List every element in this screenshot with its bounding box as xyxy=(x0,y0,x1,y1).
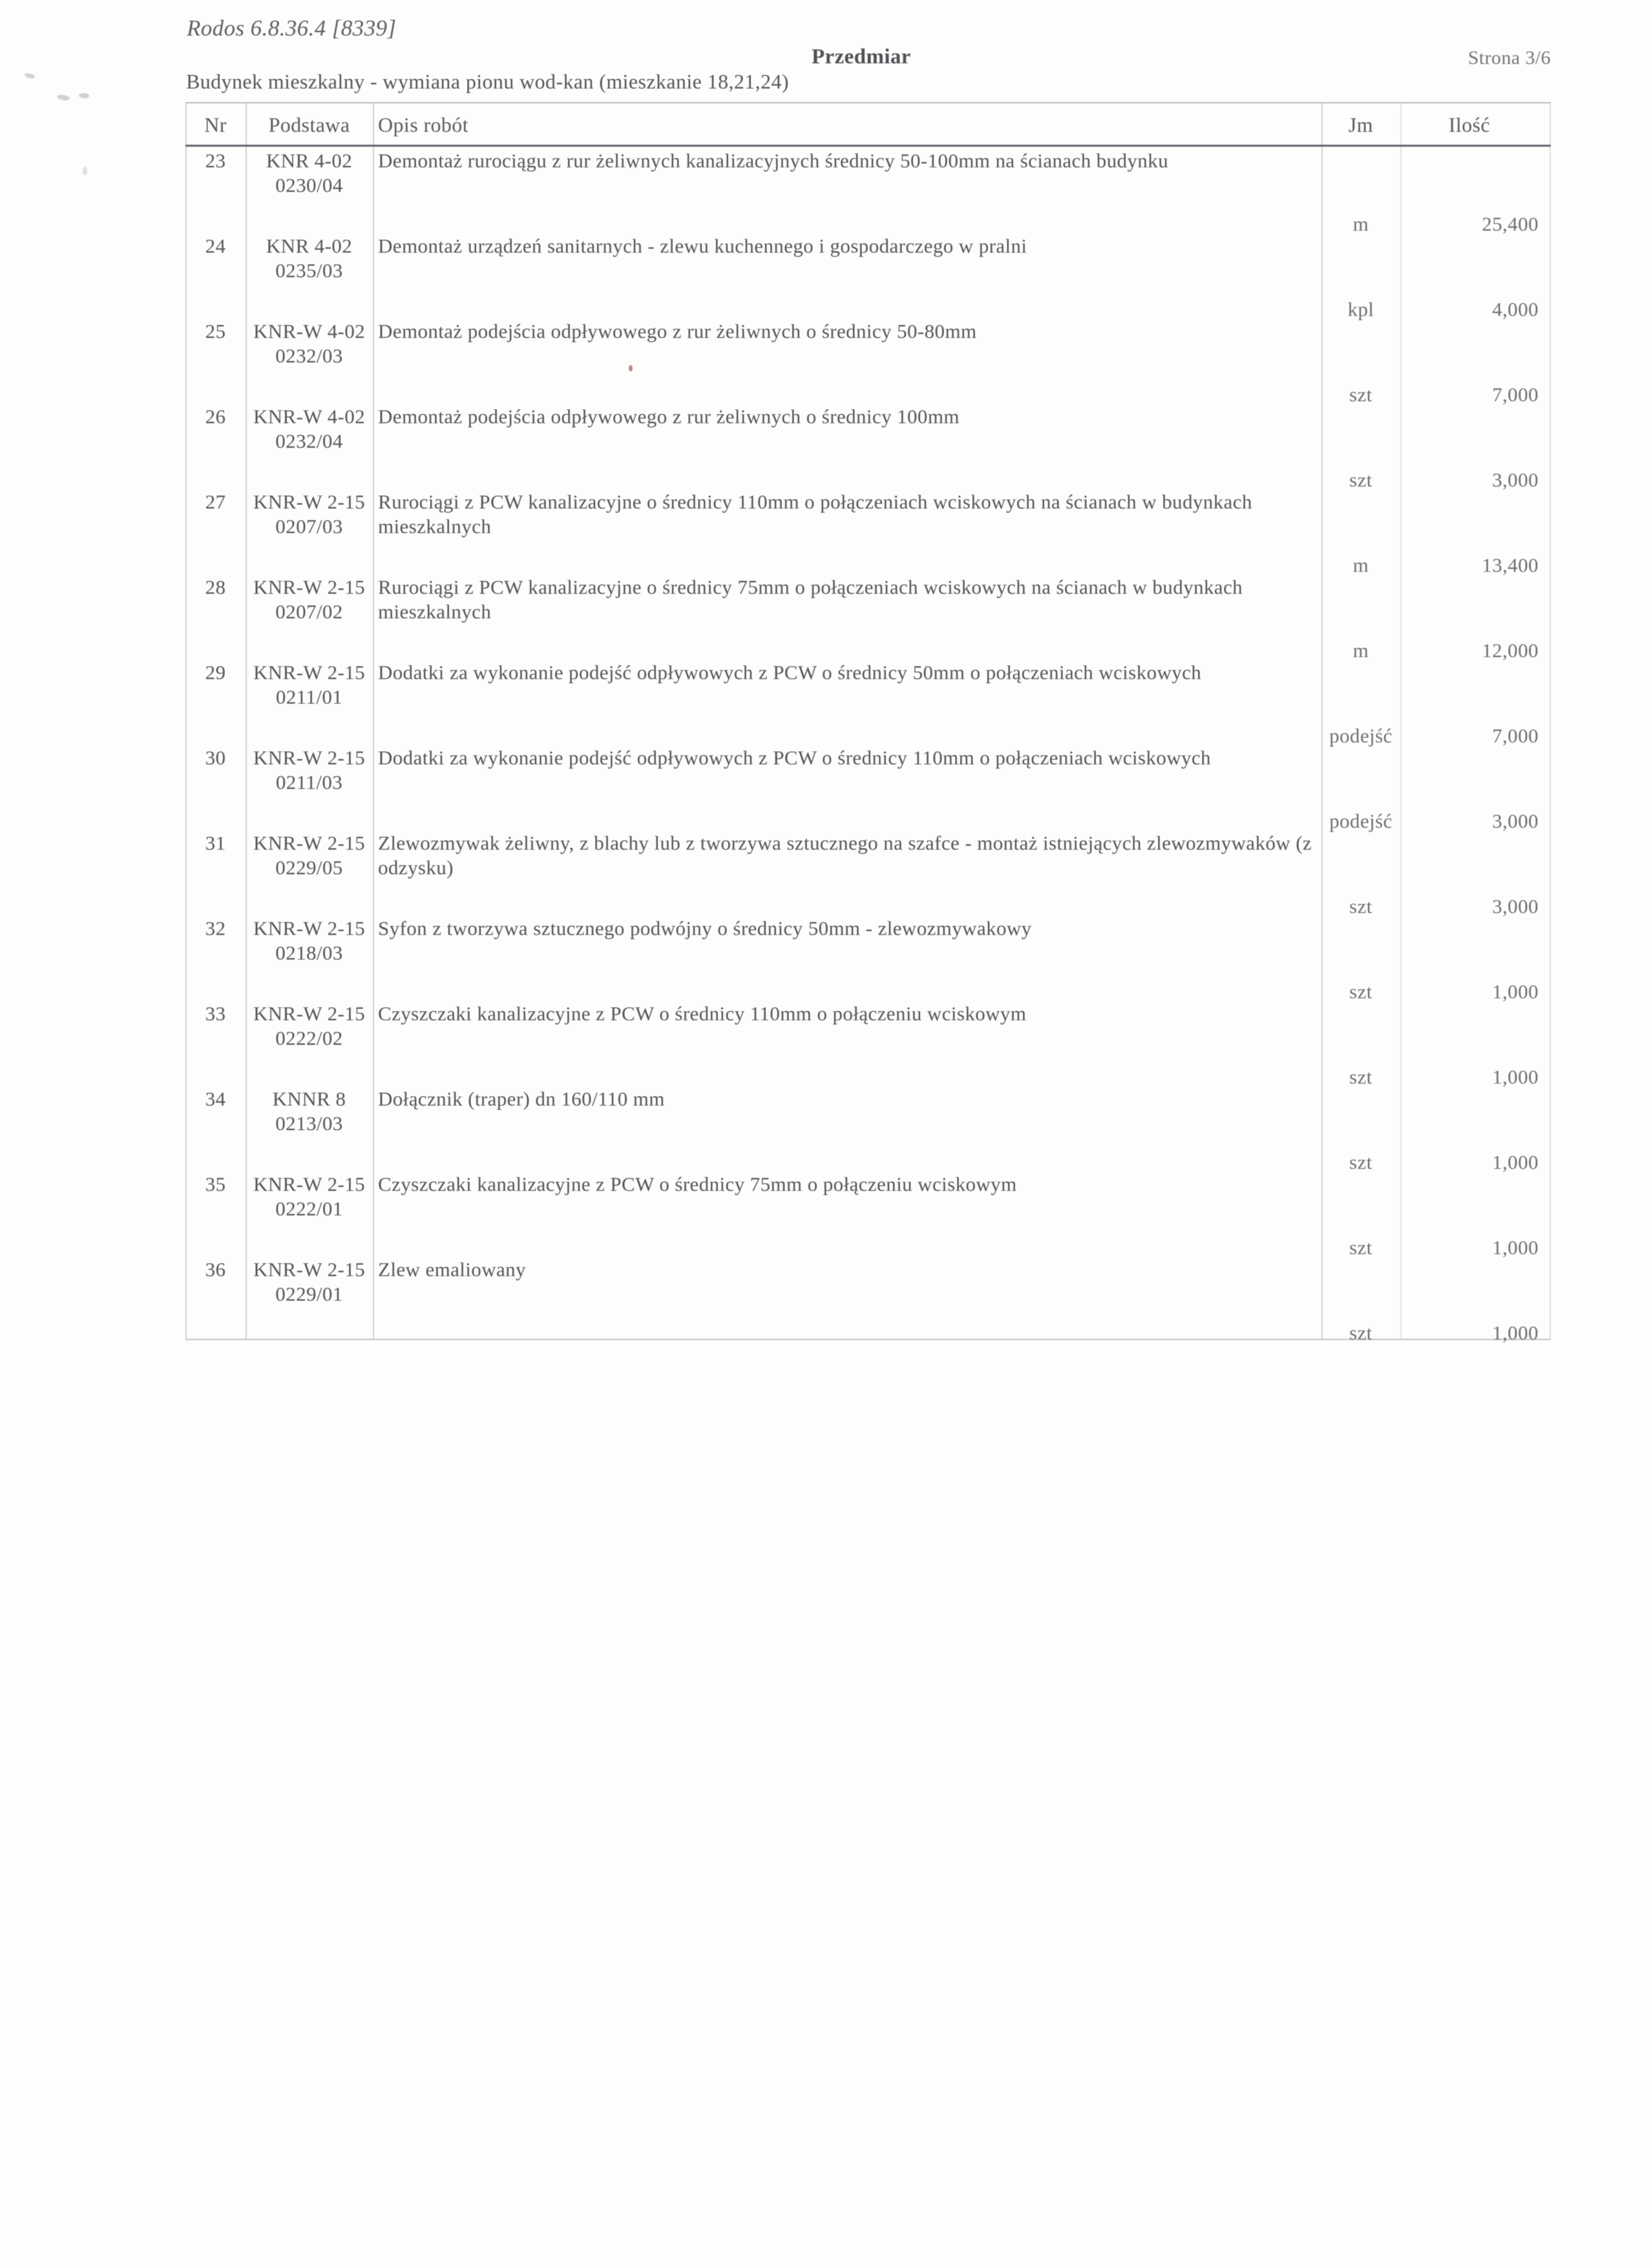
row-unit: szt xyxy=(1349,383,1372,406)
podstawa-item: 0222/01 xyxy=(275,1197,343,1220)
podstawa-code: KNR-W 2-15 xyxy=(253,832,366,854)
table-row xyxy=(185,998,1551,1088)
row-unit: m xyxy=(1352,213,1369,235)
row-number: 31 xyxy=(205,832,226,854)
podstawa-item: 0207/02 xyxy=(275,600,343,623)
row-quantity: 12,000 xyxy=(1482,639,1539,662)
row-number: 26 xyxy=(205,405,226,428)
podstawa-code: KNR-W 2-15 xyxy=(253,490,366,513)
podstawa-code: KNR-W 2-15 xyxy=(253,746,366,769)
row-podstawa xyxy=(246,1257,373,1307)
row-unit: podejść xyxy=(1329,724,1392,747)
row-description: Czyszczaki kanalizacyjne z PCW o średnicy 75mm o połączeniu wciskowym xyxy=(378,1173,1017,1195)
row-description: Demontaż podejścia odpływowego z rur żeliwnych o średnicy 50-80mm xyxy=(378,320,977,342)
row-quantity: 1,000 xyxy=(1492,1236,1539,1259)
podstawa-code: KNR-W 2-15 xyxy=(253,1258,366,1281)
row-unit: szt xyxy=(1349,1321,1372,1344)
row-quantity: 3,000 xyxy=(1492,468,1539,491)
row-description: Syfon z tworzywa sztucznego podwójny o średnicy 50mm - zlewozmywakowy xyxy=(378,917,1032,940)
table-row xyxy=(185,656,1551,747)
scan-mark xyxy=(56,94,70,101)
row-unit: szt xyxy=(1349,1151,1372,1173)
row-description: Dodatki za wykonanie podejść odpływowych z PCW o średnicy 110mm o połączeniach wciskowych xyxy=(378,746,1212,769)
podstawa-code: KNR-W 2-15 xyxy=(253,1002,366,1025)
podstawa-code: KNR-W 2-15 xyxy=(253,661,366,684)
row-unit: podejść xyxy=(1329,810,1392,832)
row-description: Zlew emaliowany xyxy=(378,1258,526,1281)
row-number: 28 xyxy=(205,576,226,598)
page-number: Strona 3/6 xyxy=(1467,47,1551,68)
podstawa-item: 0230/04 xyxy=(275,174,343,196)
table-header-row xyxy=(185,103,1551,147)
row-number: 29 xyxy=(205,661,226,684)
table-row xyxy=(185,486,1551,576)
table-row xyxy=(185,230,1551,320)
software-watermark: Rodos 6.8.36.4 [8339] xyxy=(187,16,397,41)
podstawa-item: 0222/02 xyxy=(275,1027,343,1049)
podstawa-item: 0235/03 xyxy=(275,259,343,282)
row-number: 36 xyxy=(205,1258,226,1281)
document-title: Przedmiar xyxy=(812,45,911,68)
row-quantity: 7,000 xyxy=(1492,724,1539,747)
row-description: Demontaż podejścia odpływowego z rur żeliwnych o średnicy 100mm xyxy=(378,405,960,428)
row-number: 24 xyxy=(205,235,226,257)
row-unit: kpl xyxy=(1347,298,1374,320)
row-podstawa xyxy=(246,746,373,795)
table-row xyxy=(185,401,1551,491)
row-podstawa xyxy=(246,490,373,539)
row-description: Demontaż urządzeń sanitarnych - zlewu kuchennego i gospodarczego w pralni xyxy=(378,235,1027,257)
row-description: Dodatki za wykonanie podejść odpływowych z PCW o średnicy 50mm o połączeniach wciskowych xyxy=(378,661,1202,684)
row-description: Rurociągi z PCW kanalizacyjne o średnicy 75mm o połączeniach wciskowych na ścianach w budynkach mieszkalnych xyxy=(378,576,1243,623)
row-quantity: 4,000 xyxy=(1492,298,1539,320)
scan-mark xyxy=(79,92,90,99)
row-quantity: 1,000 xyxy=(1492,1321,1539,1344)
column-header-podstawa: Podstawa xyxy=(268,113,350,136)
row-quantity: 3,000 xyxy=(1492,810,1539,832)
podstawa-item: 0232/03 xyxy=(275,344,343,367)
podstawa-code: KNNR 8 xyxy=(272,1087,346,1110)
row-quantity: 1,000 xyxy=(1492,1066,1539,1088)
row-unit: m xyxy=(1352,639,1369,662)
row-number: 34 xyxy=(205,1087,226,1110)
podstawa-item: 0229/01 xyxy=(275,1283,343,1305)
table-row xyxy=(185,742,1551,832)
column-header-jm: Jm xyxy=(1348,113,1374,136)
row-description: Czyszczaki kanalizacyjne z PCW o średnicy 110mm o połączeniu wciskowym xyxy=(378,1002,1027,1025)
row-quantity: 1,000 xyxy=(1492,980,1539,1003)
row-unit: szt xyxy=(1349,1066,1372,1088)
bill-of-quantities-table xyxy=(185,102,1551,1344)
column-header-opis: Opis robót xyxy=(378,113,468,136)
row-podstawa xyxy=(246,319,373,368)
row-unit: szt xyxy=(1349,468,1372,491)
podstawa-item: 0207/03 xyxy=(275,515,343,538)
row-quantity: 13,400 xyxy=(1482,554,1539,576)
row-podstawa xyxy=(246,1172,373,1221)
row-number: 27 xyxy=(205,490,226,513)
podstawa-item: 0211/01 xyxy=(275,686,343,708)
row-podstawa xyxy=(246,404,373,454)
podstawa-item: 0232/04 xyxy=(275,430,343,452)
table-row xyxy=(185,1168,1551,1259)
row-number: 35 xyxy=(205,1173,226,1195)
row-number: 30 xyxy=(205,746,226,769)
row-podstawa xyxy=(246,1087,373,1136)
table-row xyxy=(185,1254,1551,1344)
row-quantity: 1,000 xyxy=(1492,1151,1539,1173)
podstawa-code: KNR-W 2-15 xyxy=(253,917,366,940)
scan-mark xyxy=(24,72,35,80)
column-header-ilosc: Ilość xyxy=(1448,113,1491,136)
row-quantity: 7,000 xyxy=(1492,383,1539,406)
podstawa-code: KNR-W 4-02 xyxy=(253,405,366,428)
row-unit: m xyxy=(1352,554,1369,576)
podstawa-item: 0213/03 xyxy=(275,1112,343,1135)
row-podstawa xyxy=(246,1002,373,1051)
row-podstawa xyxy=(246,149,373,198)
podstawa-item: 0218/03 xyxy=(275,941,343,964)
podstawa-code: KNR 4-02 xyxy=(266,149,353,172)
table-rows xyxy=(185,145,1551,1344)
row-unit: szt xyxy=(1349,980,1372,1003)
table-row xyxy=(185,315,1551,406)
row-unit: szt xyxy=(1349,895,1372,918)
table-row xyxy=(185,912,1551,1003)
row-quantity: 3,000 xyxy=(1492,895,1539,918)
podstawa-item: 0211/03 xyxy=(275,771,343,793)
row-podstawa xyxy=(246,660,373,709)
row-description: Demontaż rurociągu z rur żeliwnych kanalizacyjnych średnicy 50-100mm na ścianach budynku xyxy=(378,149,1169,172)
row-description: Dołącznik (traper) dn 160/110 mm xyxy=(378,1087,665,1110)
table-row xyxy=(185,1083,1551,1173)
podstawa-code: KNR-W 2-15 xyxy=(253,576,366,598)
scan-speck xyxy=(629,365,633,372)
row-number: 23 xyxy=(205,149,226,172)
row-number: 25 xyxy=(205,320,226,342)
podstawa-item: 0229/05 xyxy=(275,856,343,879)
row-podstawa xyxy=(246,831,373,880)
row-description: Zlewozmywak żeliwny, z blachy lub z tworzywa sztucznego na szafce - montaż istniejących zlewozmywaków (z odzysku) xyxy=(378,832,1312,879)
podstawa-code: KNR 4-02 xyxy=(266,235,353,257)
row-podstawa xyxy=(246,575,373,624)
estimate-subtitle: Budynek mieszkalny - wymiana pionu wod-kan (mieszkanie 18,21,24) xyxy=(186,70,789,93)
scan-mark xyxy=(83,167,87,175)
row-quantity: 25,400 xyxy=(1482,213,1539,235)
podstawa-code: KNR-W 4-02 xyxy=(253,320,366,342)
podstawa-code: KNR-W 2-15 xyxy=(253,1173,366,1195)
column-header-nr: Nr xyxy=(204,113,227,136)
table-row xyxy=(185,145,1551,235)
row-number: 32 xyxy=(205,917,226,940)
table-row xyxy=(185,571,1551,662)
row-description: Rurociągi z PCW kanalizacyjne o średnicy 110mm o połączeniach wciskowych na ścianach w budynkach mieszkalnych xyxy=(378,490,1252,538)
row-podstawa xyxy=(246,916,373,965)
row-unit: szt xyxy=(1349,1236,1372,1259)
table-row xyxy=(185,827,1551,918)
row-number: 33 xyxy=(205,1002,226,1025)
row-podstawa xyxy=(246,234,373,283)
